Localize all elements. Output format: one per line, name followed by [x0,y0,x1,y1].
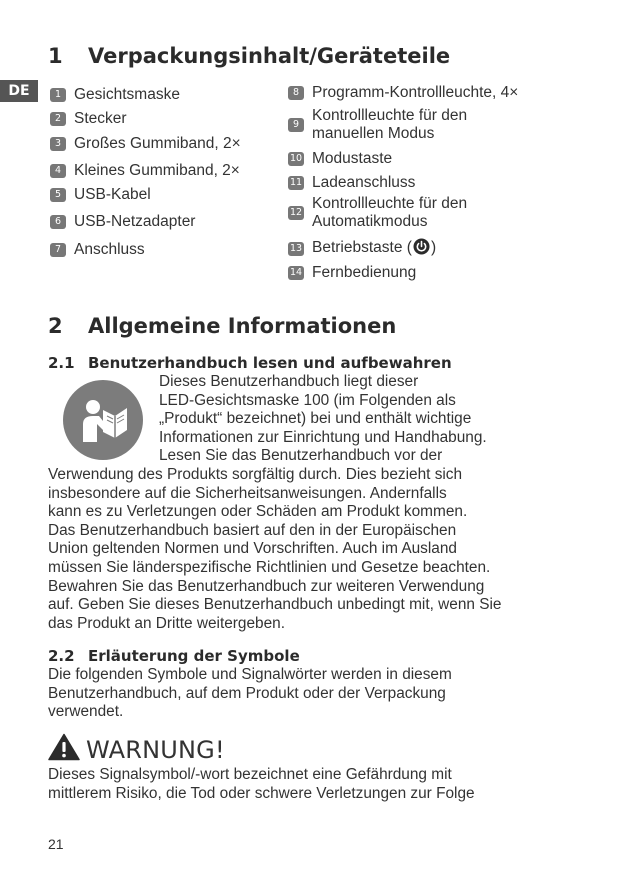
list-item [288,150,392,168]
language-tab: DE [0,80,38,102]
item-number-badge: 8 [288,86,304,100]
text-line: mittlerem Risiko, die Tod oder schwere Verletzungen zur Folge [48,784,475,802]
item-label: Stecker [74,110,127,127]
subsection-number: 2.2 [48,647,75,665]
text-line: Das Benutzerhandbuch basiert auf den in der Europäischen [48,521,457,539]
item-label: Kleines Gummiband, 2× [74,162,240,179]
text-line: LED-Gesichtsmaske 100 (im Folgenden als [159,391,456,409]
list-item [288,84,518,102]
item-label-line: Kontrollleuchte für den [312,195,468,212]
item-label: Gesichtsmaske [74,86,180,103]
text-line: Informationen zur Einrichtung und Handhabung. [159,428,487,446]
text-line: „Produkt“ bezeichnet) bei und enthält wichtige [159,410,472,428]
warning-heading [48,733,225,766]
item-number-badge: 9 [288,118,304,132]
list-item [50,241,145,259]
item-number-badge: 2 [50,112,66,126]
warning-triangle-icon [48,733,80,766]
item-number-badge: 6 [50,215,66,229]
subsection-title: Erläuterung der Symbole [88,647,300,665]
paragraph-2-2 [48,666,452,722]
item-label: USB-Netzadapter [74,213,196,230]
item-label: Programm-Kontrollleuchte, 4× [312,84,519,101]
page-number: 21 [48,836,64,852]
read-manual-icon [63,380,143,460]
list-item [50,162,240,180]
warning-text [48,766,475,803]
section-1-heading [48,44,450,68]
section-2-heading [48,314,396,338]
item-label [312,238,436,260]
text-line: das Produkt an Dritte weitergeben. [48,614,285,632]
item-label: Ladeanschluss [312,174,416,191]
list-item [50,135,241,153]
item-label: Fernbedienung [312,264,417,281]
item-label-before: Betriebstaste ( [312,239,412,256]
item-label: Modustaste [312,150,393,167]
subsection-title: Benutzerhandbuch lesen und aufbewahren [88,354,452,372]
list-item [50,86,180,104]
item-label: Großes Gummiband, 2× [74,135,241,152]
text-line: Union geltenden Normen und Vorschriften. Auch im Ausland [48,540,457,558]
text-line: Lesen Sie das Benutzerhandbuch vor der [159,447,443,465]
item-label: Anschluss [74,241,145,258]
text-line: verwendet. [48,703,124,721]
power-icon [413,238,430,260]
text-line: Bewahren Sie das Benutzerhandbuch zur weiteren Verwendung [48,577,485,595]
text-line: Benutzerhandbuch, auf dem Produkt oder der Verpackung [48,684,446,702]
paragraph-2-1-wrapped [159,373,487,466]
text-line: kann es zu Verletzungen oder Schäden am Produkt kommen. [48,503,468,521]
text-line: müssen Sie länderspezifische Richtlinien und Gesetze beachten. [48,558,491,576]
list-item [288,174,415,192]
warning-title: WARNUNG! [86,735,225,764]
text-line: Die folgenden Symbole und Signalwörter werden in diesem [48,666,452,683]
list-item [50,186,151,204]
text-line: insbesondere auf die Sicherheitsanweisungen. Andernfalls [48,484,447,502]
item-label-line: manuellen Modus [312,125,435,142]
item-number-badge: 4 [50,164,66,178]
item-label: USB-Kabel [74,186,151,203]
list-item [50,110,127,128]
item-number-badge: 14 [289,267,303,278]
section-number: 1 [48,44,63,68]
item-label-after: ) [430,239,437,256]
text-line: auf. Geben Sie dieses Benutzerhandbuch unbedingt mit, wenn Sie [48,596,502,614]
item-number-badge: 12 [289,207,303,218]
text-line: Dieses Benutzerhandbuch liegt dieser [159,373,419,390]
text-line: Dieses Signalsymbol/-wort bezeichnet eine Gefährdung mit [48,766,452,783]
subsection-2-1-heading [48,354,452,372]
subsection-number: 2.1 [48,354,75,372]
section-title: Allgemeine Informationen [88,314,397,338]
list-item [288,264,416,282]
item-number-badge: 7 [50,243,66,257]
section-number: 2 [48,314,63,338]
item-label-line: Automatikmodus [312,213,428,230]
list-item [288,195,467,231]
list-item [288,107,467,143]
item-label [312,107,467,143]
subsection-2-2-heading [48,647,300,665]
list-item [288,238,436,260]
item-number-badge: 10 [289,153,303,164]
item-number-badge: 11 [289,177,303,188]
item-label [312,195,467,231]
text-line: Verwendung des Produkts sorgfältig durch. Dies bezieht sich [48,466,463,483]
item-number-badge: 3 [50,137,66,151]
list-item [50,213,195,231]
item-number-badge: 1 [50,88,66,102]
item-number-badge: 5 [50,188,66,202]
item-number-badge: 13 [289,243,303,254]
paragraph-2-1 [48,466,501,633]
section-title: Verpackungsinhalt/Geräteteile [88,44,451,68]
item-label-line: Kontrollleuchte für den [312,107,468,124]
